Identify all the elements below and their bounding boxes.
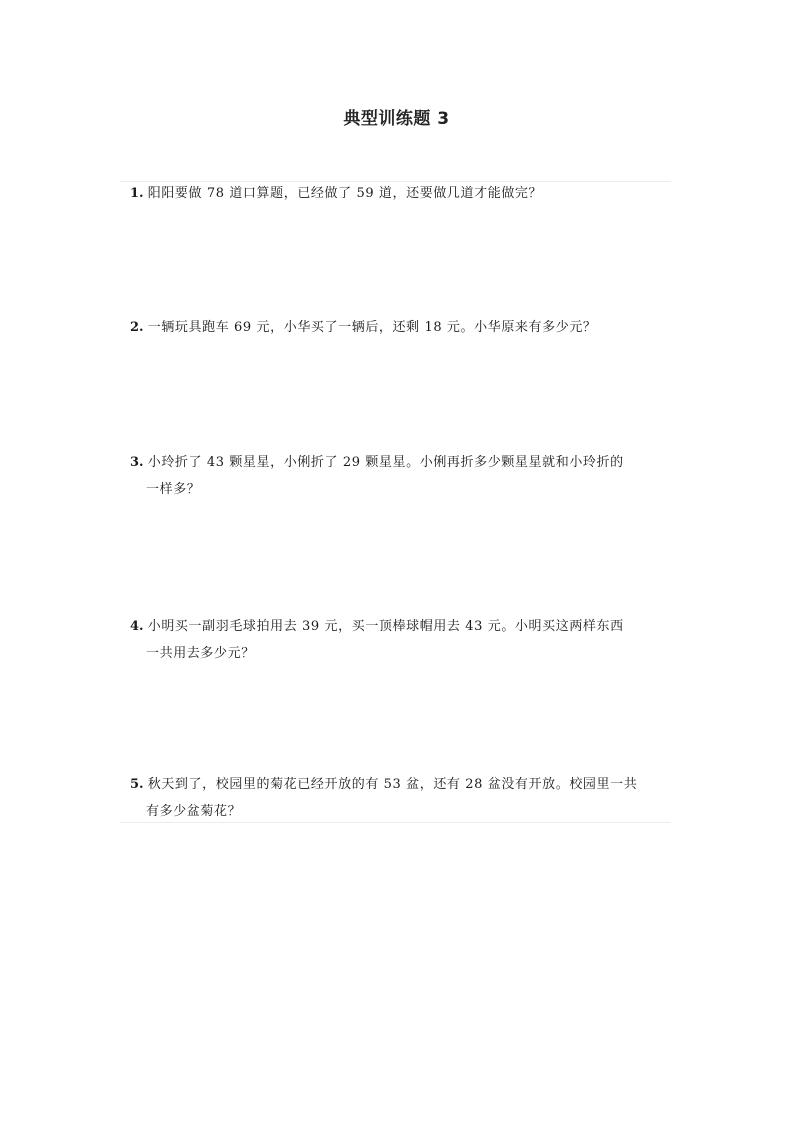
page-title: 典型训练题 3 <box>343 109 450 129</box>
question-text: 阳阳要做 78 道口算题，已经做了 59 道，还要做几道才能做完？ <box>147 186 543 201</box>
question-3 <box>130 449 670 503</box>
question-text: 秋天到了，校园里的菊花已经开放的有 53 盆，还有 28 盆没有开放。校园里一共 <box>147 777 638 792</box>
question-text: 一辆玩具跑车 69 元，小华买了一辆后，还剩 18 元。小华原来有多少元？ <box>147 320 597 335</box>
question-1 <box>130 180 670 207</box>
bottom-divider <box>120 822 671 823</box>
question-number: 3. <box>130 455 144 470</box>
question-number: 2. <box>130 320 144 335</box>
question-line <box>130 314 670 341</box>
question-line <box>130 180 670 207</box>
question-number: 4. <box>130 619 144 634</box>
question-2 <box>130 314 670 341</box>
question-text: 有多少盆菊花？ <box>146 804 242 819</box>
question-text: 一样多？ <box>146 482 201 497</box>
question-line-continued <box>130 476 670 503</box>
question-text: 一共用去多少元？ <box>146 646 255 661</box>
question-line <box>130 449 670 476</box>
question-text: 小明买一副羽毛球拍用去 39 元，买一顶棒球帽用去 43 元。小明买这两样东西 <box>147 619 624 634</box>
question-number: 1. <box>130 186 144 201</box>
question-5 <box>130 771 670 825</box>
question-number: 5. <box>130 777 144 792</box>
question-line <box>130 613 670 640</box>
question-4 <box>130 613 670 667</box>
question-line <box>130 771 670 798</box>
question-line-continued <box>130 640 670 667</box>
question-line-continued <box>130 798 670 825</box>
question-text: 小玲折了 43 颗星星，小俐折了 29 颗星星。小俐再折多少颗星星就和小玲折的 <box>147 455 624 470</box>
